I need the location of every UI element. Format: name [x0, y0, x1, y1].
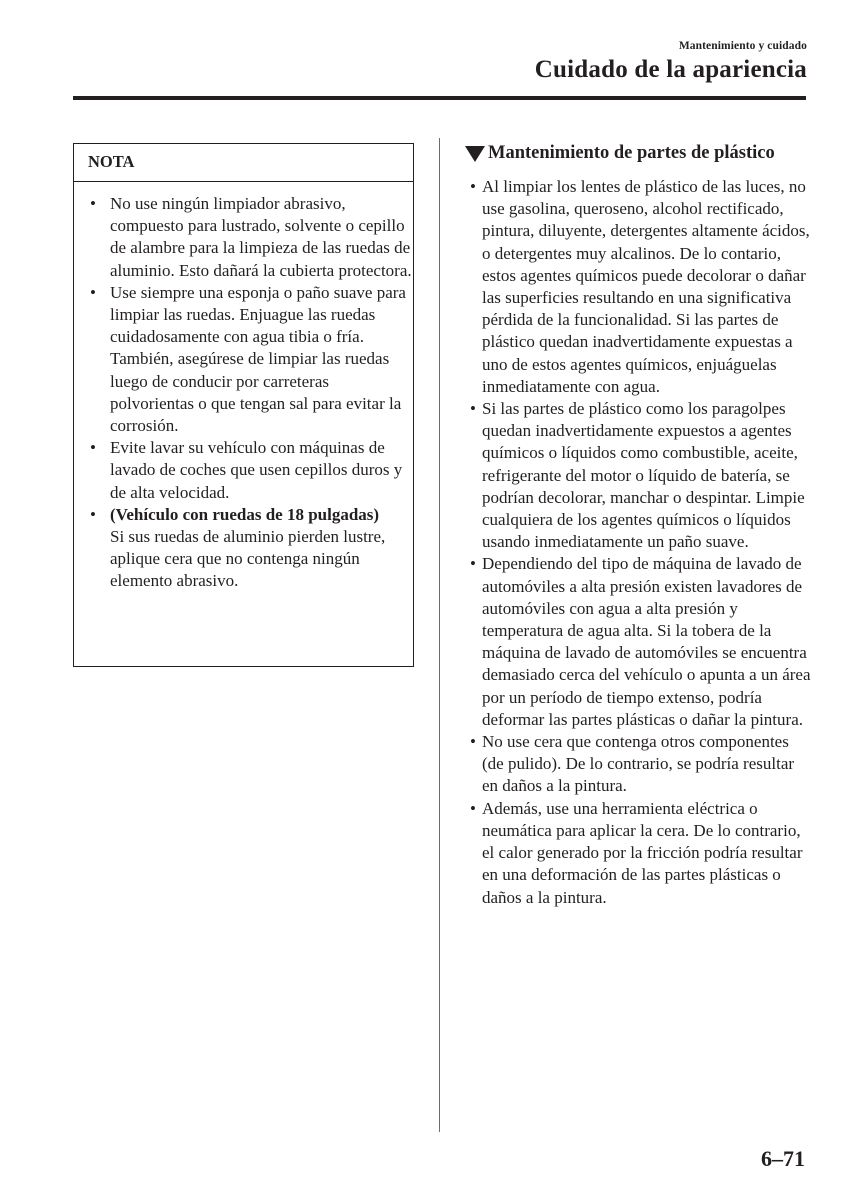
triangle-down-icon — [465, 146, 485, 162]
bullet-icon: • — [470, 399, 476, 419]
note-item-bold-text: (Vehículo con ruedas de 18 pulgadas) — [110, 504, 380, 524]
section-list — [464, 165, 814, 909]
plastic-maintenance-section — [464, 142, 814, 909]
list-item-text: No use cera que contenga otros componentes (de pulido). De lo contrario, se podría resultar en daños a la pintura. — [482, 732, 795, 796]
note-title: NOTA — [74, 144, 413, 182]
list-item-text: Dependiendo del tipo de máquina de lavado de automóviles a alta presión existen lavadores de automóviles con agua a alta presión y temperatura de agua alta. Si la tobera de la máquina de lavado de automóviles se encuentra demasiado cerca del vehículo o apunta a un área por un período de tiempo extenso, podría deformar las partes plásticas o dañar la pintura. — [482, 554, 811, 729]
note-item — [88, 437, 413, 504]
page-title: Cuidado de la apariencia — [534, 56, 807, 83]
note-item — [88, 193, 413, 282]
list-item — [464, 176, 814, 398]
page-number: 6–71 — [761, 1146, 805, 1171]
list-item-text: Si las partes de plástico como los paragolpes quedan inadvertidamente expuestos a agentes químicos o líquidos como combustible, aceite, refrigerante del motor o líquido de batería, se podrían decolorar, manchar o despintar. Limpie cualquiera de los agentes químicos o líquidos usando inmediatamente un paño suave. — [482, 399, 805, 552]
note-item-text: Si sus ruedas de aluminio pierden lustre, aplique cera que no contenga ningún elemento abrasivo. — [110, 527, 386, 591]
bullet-icon: • — [90, 438, 96, 458]
bullet-icon: • — [90, 504, 96, 524]
bullet-icon: • — [470, 554, 476, 574]
note-item-text: Evite lavar su vehículo con máquinas de lavado de coches que usen cepillos duros y de alta velocidad. — [110, 438, 403, 502]
bullet-icon: • — [470, 732, 476, 752]
note-item — [88, 504, 413, 593]
column-divider — [439, 138, 440, 1132]
list-item-text: Al limpiar los lentes de plástico de las luces, no use gasolina, queroseno, alcohol rectificado, pintura, diluyente, detergentes altamente ácidos, o detergentes muy alcalinos. De lo contario, estos agentes químicos puede decolorar o dañar las superficies resultando en una significativa pérdida de la funcionalidad. Si las partes de plástico quedan inadvertidamente expuestas a uno de estos agentes químicos, enjuáguelas inmediatamente con agua. — [482, 177, 810, 396]
list-item — [464, 553, 814, 731]
note-item-text: No use ningún limpiador abrasivo, compuesto para lustrado, solvente o cepillo de alambre para la limpieza de las ruedas de aluminio. Esto dañará la cubierta protectora. — [110, 194, 412, 280]
bullet-icon: • — [90, 282, 96, 302]
bullet-icon: • — [470, 798, 476, 818]
note-item-text: Use siempre una esponja o paño suave para limpiar las ruedas. Enjuague las ruedas cuidadosamente con agua tibia o fría. También, asegúrese de limpiar las ruedas luego de conducir por carreteras polvorientas o que tengan sal para evitar la corrosión. — [110, 282, 406, 436]
note-item — [88, 282, 413, 437]
section-heading-text: Mantenimiento de partes de plástico — [488, 143, 775, 163]
section-label: Mantenimiento y cuidado — [678, 40, 807, 52]
list-item — [464, 731, 814, 798]
list-item-text: Además, use una herramienta eléctrica o neumática para aplicar la cera. De lo contrario, el calor generado por la fricción podría resultar en una deformación de las partes plásticas o daños a la pintura. — [482, 798, 803, 907]
list-item — [464, 398, 814, 553]
list-item — [464, 798, 814, 909]
section-heading — [464, 142, 814, 165]
bullet-icon: • — [90, 194, 96, 213]
header-rule — [73, 96, 806, 100]
bullet-icon: • — [470, 177, 476, 196]
note-box — [73, 143, 414, 667]
note-list — [74, 182, 413, 593]
